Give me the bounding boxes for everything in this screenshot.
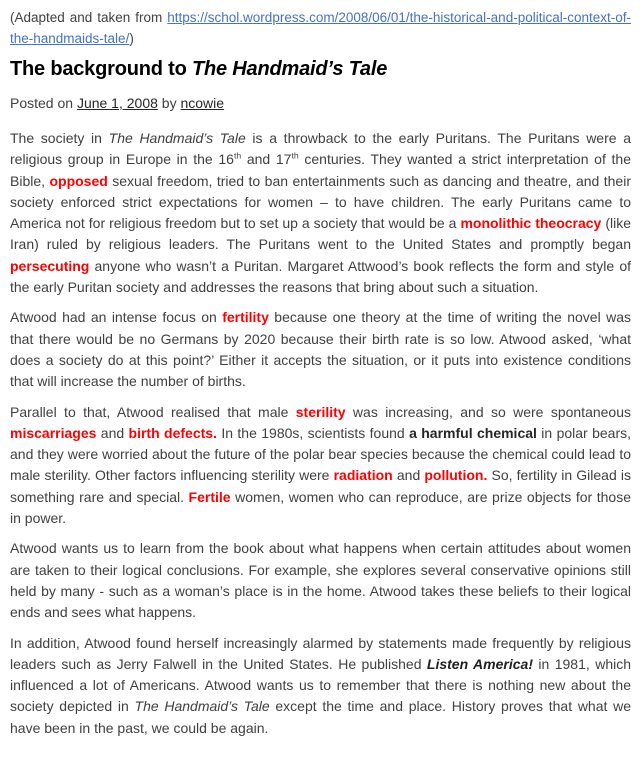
text-run: anyone who wasn’t a Puritan. Margaret Attwood’s book reflects the form and style of the early Puritan society and addresses the reasons that bring about such a situation. [10,257,631,296]
text-run: is a throwback to the early Puritans. The Puritans were a religious group in Europe in the 16 [10,130,631,168]
red-emphasis-text: sterility [295,403,346,420]
red-emphasis-text: birth defects. [128,424,217,441]
attribution-line [10,7,631,49]
paragraph [10,538,631,623]
text-run: in 1981, which influenced a lot of Americans. Atwood wants us to remember that there is nothing new about the society depicted in [10,655,631,715]
text-run: In addition, Atwood found herself increasingly alarmed by statements made frequently by religious leaders such as Jerry Falwell in the United States. He published [10,634,631,672]
text-run: Atwood wants us to learn from the book about what happens when certain attitudes about women are taken to their logical conclusions. For example, she explores several conservative opinions still held by many - such as a woman’s place is in the home. Atwood takes these beliefs to their logical ends and sees what happens. [10,540,631,621]
text-run: So, fertility in Gilead is something rare and special. [10,467,631,505]
superscript-text: th [233,150,242,161]
text-run: was increasing, and so were spontaneous [345,403,631,420]
paragraph [10,402,631,530]
text-run: In the 1980s, scientists found [216,424,410,441]
posted-prefix: Posted on [10,95,77,111]
paragraph [10,633,631,739]
superscript-text: th [291,150,299,161]
red-emphasis-text: Fertile [188,488,231,505]
text-run: Listen America! [426,655,533,672]
red-emphasis-text: opposed [49,172,108,189]
posted-author-link[interactable]: ncowie [180,95,225,111]
article-body [10,128,631,739]
text-run: because one theory at the time of writing the novel was that there would be no Germans by 2020 because their birth rate is so low. Atwood asked, ‘what does a society do at this point?’ Either it accepts the situation, or it puts into existence conditions that will increase the number of births. [10,309,632,390]
text-run: (like Iran) ruled by religious leaders. The Puritans went to the United States and promptly began [10,215,631,253]
text-run: a harmful chemical [409,424,537,441]
red-emphasis-text: radiation [333,467,393,484]
text-run: centuries. They wanted a strict interpretation of the Bible, [10,151,631,189]
text-run: Atwood had an intense focus on [10,309,223,326]
text-run: The Handmaid’s Tale [134,698,270,715]
paragraph [10,307,631,392]
text-run: and 17 [241,151,292,168]
page-title-book: The Handmaid’s Tale [191,58,388,80]
text-run: Parallel to that, Atwood realised that male [10,403,296,420]
red-emphasis-text: persecuting [10,257,90,274]
posted-byline [10,93,631,113]
text-run: in polar bears, and they were worried about the future of the polar bear species because the chemical could lead to male sterility. Other factors influencing sterility were [10,424,632,484]
paragraph [10,128,631,298]
posted-date-link[interactable]: June 1, 2008 [76,95,158,111]
text-run: women, women who can reproduce, are prize objects for those in power. [10,488,631,527]
source-link[interactable]: https://schol.wordpress.com/2008/06/01/the-historical-and-political-context-of-the-handmaids-tale/ [10,10,631,46]
page-title-prefix: The background to [10,58,192,80]
text-run: The society in [10,130,109,146]
posted-connector: by [157,95,181,111]
text-run: except the time and place. History proves that what we have been in the past, we could be again. [10,698,631,736]
red-emphasis-text: pollution. [424,467,488,484]
attribution-suffix: ) [129,31,134,46]
text-run: and [96,424,129,441]
red-emphasis-text: fertility [222,309,269,326]
red-emphasis-text: miscarriages [10,424,97,441]
page-title [10,58,631,81]
text-run: and [392,467,425,484]
text-run: The Handmaid’s Tale [108,130,246,146]
attribution-prefix: (Adapted and taken from [10,10,168,25]
text-run: sexual freedom, tried to ban entertainments such as dancing and theatre, and their society enforced strict expectations for women – to have children. The early Puritans came to America not for religious freedom but to set up a society that would be a [10,172,631,232]
red-emphasis-text: monolithic theocracy [460,215,602,232]
